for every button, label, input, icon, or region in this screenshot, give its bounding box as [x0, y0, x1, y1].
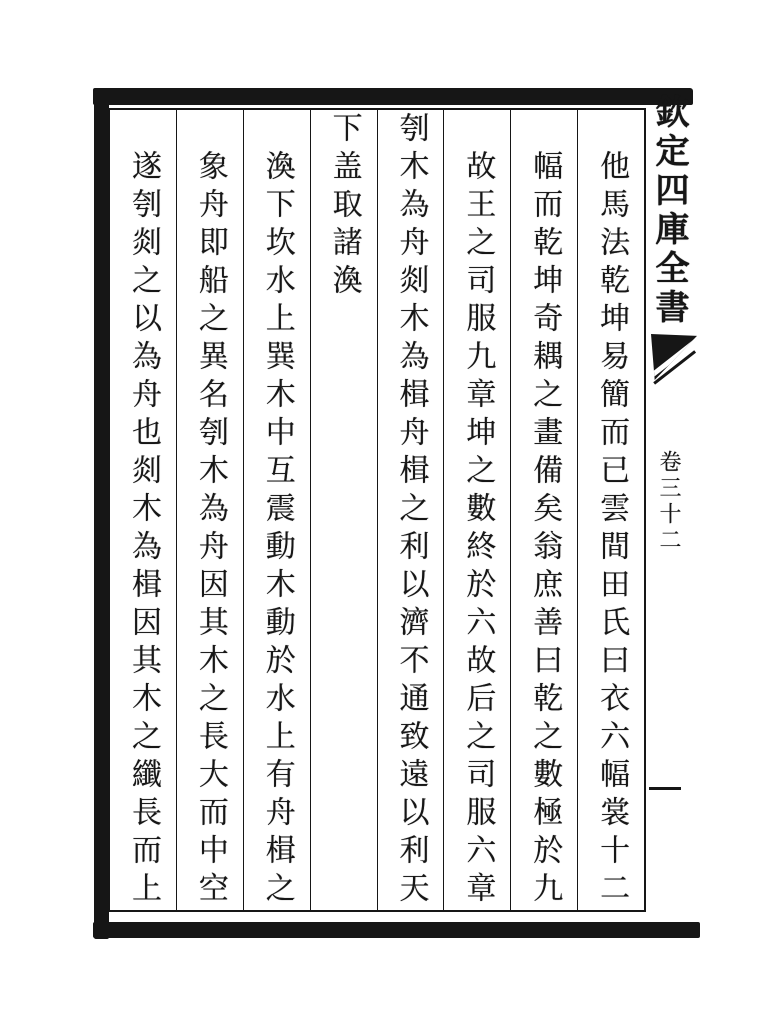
text-column-5 [311, 110, 378, 910]
text-column-8 [110, 110, 177, 910]
text-column-2 [511, 110, 578, 910]
fold-dash-mark [649, 787, 681, 790]
collection-title: 欽定四庫全書 [649, 94, 689, 328]
page-border-bottom [93, 922, 700, 938]
text-column-6 [244, 110, 311, 910]
column-text: 他馬法乾坤易簡而已雲間田氏曰衣六幅裳十二 [594, 150, 630, 910]
volume-label: 卷三十二 [656, 450, 681, 554]
fishtail-slash [648, 334, 703, 379]
text-frame [108, 108, 646, 912]
text-column-1 [578, 110, 644, 910]
page-border-left [94, 88, 109, 939]
text-column-4 [378, 110, 445, 910]
column-text: 渙下坎水上巽木中互震動木動於水上有舟楫之 [259, 150, 295, 910]
column-text: 象舟即船之異名刳木為舟因其木之長大而中空 [192, 150, 228, 910]
page-border-top [93, 88, 693, 105]
text-column-7 [177, 110, 244, 910]
fishtail-fold-mark [651, 334, 697, 380]
column-text: 遂刳剡之以為舟也剡木為楫因其木之纖長而上 [125, 150, 161, 910]
column-text: 幅而乾坤奇耦之畫備矣翁庶善曰乾之數極於九 [527, 150, 563, 910]
column-text: 下盖取諸渙 [326, 112, 362, 302]
column-text: 故王之司服九章坤之數終於六故后之司服六章 [460, 150, 496, 910]
text-column-3 [444, 110, 511, 910]
column-text: 刳木為舟剡木為楫舟楫之利以濟不通致遠以利天 [393, 112, 429, 910]
